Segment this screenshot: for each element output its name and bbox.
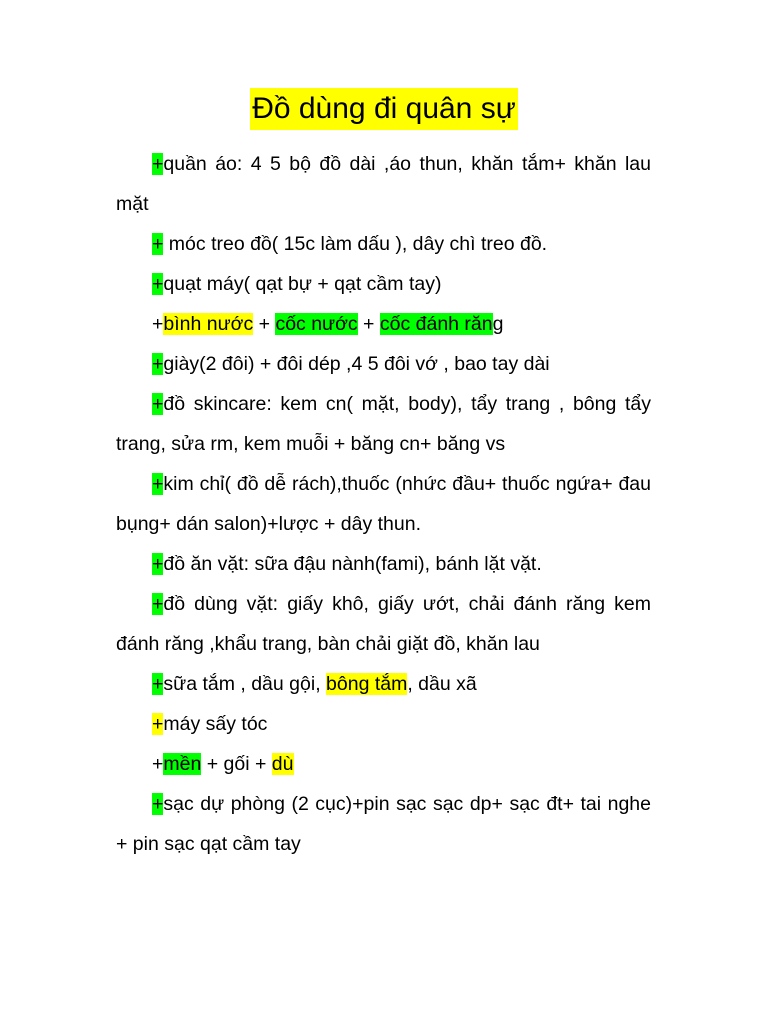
list-item <box>116 544 651 584</box>
highlighted-text: mền <box>163 753 202 775</box>
item-text: đồ skincare: kem cn( mặt, body), tẩy trang , bông tẩy trang, sửa rm, kem muỗi + băng cn+ băng vs <box>116 393 651 455</box>
highlighted-text: + <box>152 793 164 815</box>
highlighted-text: + <box>152 593 164 615</box>
highlighted-text: + <box>152 273 164 295</box>
item-text: sữa tắm , dầu gội, <box>163 673 327 695</box>
item-text: đồ dùng vặt: giấy khô, giấy ướt, chải đánh răng kem đánh răng ,khẩu trang, bàn chải giặt đồ, khăn lau <box>116 593 651 655</box>
highlighted-text: + <box>152 713 164 735</box>
item-text: , dầu xã <box>407 673 477 695</box>
highlighted-text: dù <box>271 753 294 775</box>
highlighted-text: cốc đánh răn <box>379 313 493 335</box>
item-text: + <box>152 753 164 775</box>
item-text: đồ ăn vặt: sữa đậu nành(fami), bánh lặt vặt. <box>163 553 542 575</box>
item-text: sạc dự phòng (2 cục)+pin sạc sạc dp+ sạc đt+ tai nghe + pin sạc qạt cầm tay <box>116 793 651 855</box>
document-body <box>116 144 651 864</box>
list-item <box>116 784 651 864</box>
highlighted-text: + <box>152 233 164 255</box>
list-item <box>116 384 651 464</box>
item-text: giày(2 đôi) + đôi dép ,4 5 đôi vớ , bao tay dài <box>163 353 550 375</box>
list-item <box>116 304 651 344</box>
highlighted-text: + <box>152 473 164 495</box>
item-text: kim chỉ( đồ dễ rách),thuốc (nhức đầu+ thuốc ngứa+ đau bụng+ dán salon)+lược + dây thun. <box>116 473 651 535</box>
document-title: Đồ dùng đi quân sự <box>250 88 518 130</box>
list-item <box>116 584 651 664</box>
item-text: móc treo đồ( 15c làm dấu ), dây chì treo đồ. <box>163 233 548 255</box>
highlighted-text: cốc nước <box>275 313 358 335</box>
highlighted-text: + <box>152 673 164 695</box>
item-text: + <box>357 313 380 335</box>
item-text: quạt máy( qạt bự + qạt cầm tay) <box>163 273 442 295</box>
highlighted-text: bông tắm <box>326 673 408 695</box>
highlighted-text: + <box>152 553 164 575</box>
item-text: máy sấy tóc <box>163 713 268 735</box>
list-item <box>116 144 651 224</box>
item-text: + <box>152 313 164 335</box>
highlighted-text: bình nước <box>163 313 254 335</box>
list-item <box>116 264 651 304</box>
title-container <box>0 88 768 130</box>
item-text: quần áo: 4 5 bộ đồ dài ,áo thun, khăn tắm+ khăn lau mặt <box>116 153 651 215</box>
highlighted-text: + <box>152 153 164 175</box>
list-item <box>116 344 651 384</box>
list-item <box>116 224 651 264</box>
list-item <box>116 464 651 544</box>
list-item <box>116 744 651 784</box>
item-text: + <box>253 313 276 335</box>
list-item <box>116 704 651 744</box>
highlighted-text: + <box>152 353 164 375</box>
highlighted-text: + <box>152 393 164 415</box>
item-text: + gối + <box>201 753 272 775</box>
list-item <box>116 664 651 704</box>
item-text: g <box>492 313 504 335</box>
